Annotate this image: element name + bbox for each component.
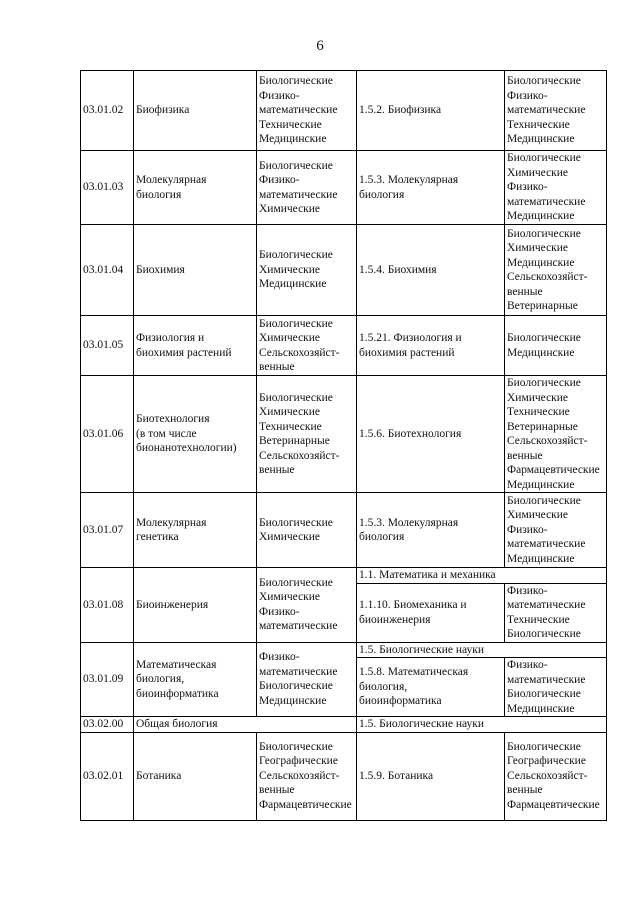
- old-name: Молекулярная генетика: [134, 493, 257, 568]
- new-fields: Биологические Медицинские: [505, 316, 607, 376]
- old-code: 03.01.02: [81, 71, 134, 151]
- old-name: Биохимия: [134, 225, 257, 316]
- old-name: Биоинженерия: [134, 568, 257, 643]
- new-fields: Биологические Химические Физико- математические Медицинские: [505, 151, 607, 225]
- group-heading: 1.5. Биологические науки: [357, 717, 607, 733]
- old-name: Биофизика: [134, 71, 257, 151]
- new-specialty: 1.5.21. Физиология и биохимия растений: [357, 316, 505, 376]
- new-specialty: 1.1.10. Биомеханика и биоинженерия: [357, 583, 505, 642]
- old-fields: Биологические Химические Сельскохозяйст- венные: [257, 316, 357, 376]
- new-specialty: 1.5.8. Математическая биология, биоинформатика: [357, 658, 505, 717]
- new-fields: Физико- математические Биологические Медицинские: [505, 658, 607, 717]
- new-specialty: 1.5.3. Молекулярная биология: [357, 151, 505, 225]
- old-fields: Биологические Химические Физико- математические: [257, 568, 357, 643]
- old-fields: Биологические Химические Медицинские: [257, 225, 357, 316]
- new-fields: Биологические Химические Технические Ветеринарные Сельскохозяйст- венные Фармацевтические Медицинские: [505, 376, 607, 493]
- old-fields: Биологические Химические: [257, 493, 357, 568]
- old-fields: Биологические Химические Технические Ветеринарные Сельскохозяйст- венные: [257, 376, 357, 493]
- old-fields: Биологические Физико- математические Технические Медицинские: [257, 71, 357, 151]
- new-fields: Биологические Химические Медицинские Сельскохозяйст- венные Ветеринарные: [505, 225, 607, 316]
- table-row: [81, 717, 607, 733]
- old-code: 03.01.03: [81, 151, 134, 225]
- old-code: 03.01.07: [81, 493, 134, 568]
- group-code: 03.02.00: [81, 717, 134, 733]
- new-specialty: 1.5.2. Биофизика: [357, 71, 505, 151]
- new-fields: Биологические Химические Физико- математические Медицинские: [505, 493, 607, 568]
- group-name: Общая биология: [134, 717, 357, 733]
- new-fields: Биологические Географические Сельскохозяйст- венные Фармацевтические: [505, 732, 607, 820]
- new-specialty: 1.5.6. Биотехнология: [357, 376, 505, 493]
- old-name: Физиология и биохимия растений: [134, 316, 257, 376]
- old-code: 03.01.09: [81, 642, 134, 717]
- new-fields: Биологические Физико- математические Технические Медицинские: [505, 71, 607, 151]
- table-row: [81, 151, 607, 225]
- table-row: [81, 71, 607, 151]
- old-name: Ботаника: [134, 732, 257, 820]
- new-fields: Физико- математические Технические Биологические: [505, 583, 607, 642]
- old-name: Молекулярная биология: [134, 151, 257, 225]
- new-specialty: 1.5.3. Молекулярная биология: [357, 493, 505, 568]
- group-heading: 1.1. Математика и механика: [357, 568, 607, 584]
- table-row: [81, 732, 607, 820]
- old-fields: Биологические Географические Сельскохозяйст- венные Фармацевтические: [257, 732, 357, 820]
- specialties-table: [80, 70, 607, 821]
- table-row: [81, 316, 607, 376]
- new-specialty: 1.5.4. Биохимия: [357, 225, 505, 316]
- old-code: 03.01.04: [81, 225, 134, 316]
- page-number: 6: [316, 38, 324, 54]
- old-name: Биотехнология (в том числе бионанотехнологии): [134, 376, 257, 493]
- group-heading: 1.5. Биологические науки: [357, 642, 607, 658]
- table-row: [81, 225, 607, 316]
- old-code: 03.02.01: [81, 732, 134, 820]
- old-code: 03.01.05: [81, 316, 134, 376]
- old-fields: Биологические Физико- математические Химические: [257, 151, 357, 225]
- old-code: 03.01.08: [81, 568, 134, 643]
- old-code: 03.01.06: [81, 376, 134, 493]
- table-row: [81, 642, 607, 658]
- table-row: [81, 568, 607, 584]
- table-row: [81, 493, 607, 568]
- new-specialty: 1.5.9. Ботаника: [357, 732, 505, 820]
- old-name: Математическая биология, биоинформатика: [134, 642, 257, 717]
- table-row: [81, 376, 607, 493]
- old-fields: Физико- математические Биологические Медицинские: [257, 642, 357, 717]
